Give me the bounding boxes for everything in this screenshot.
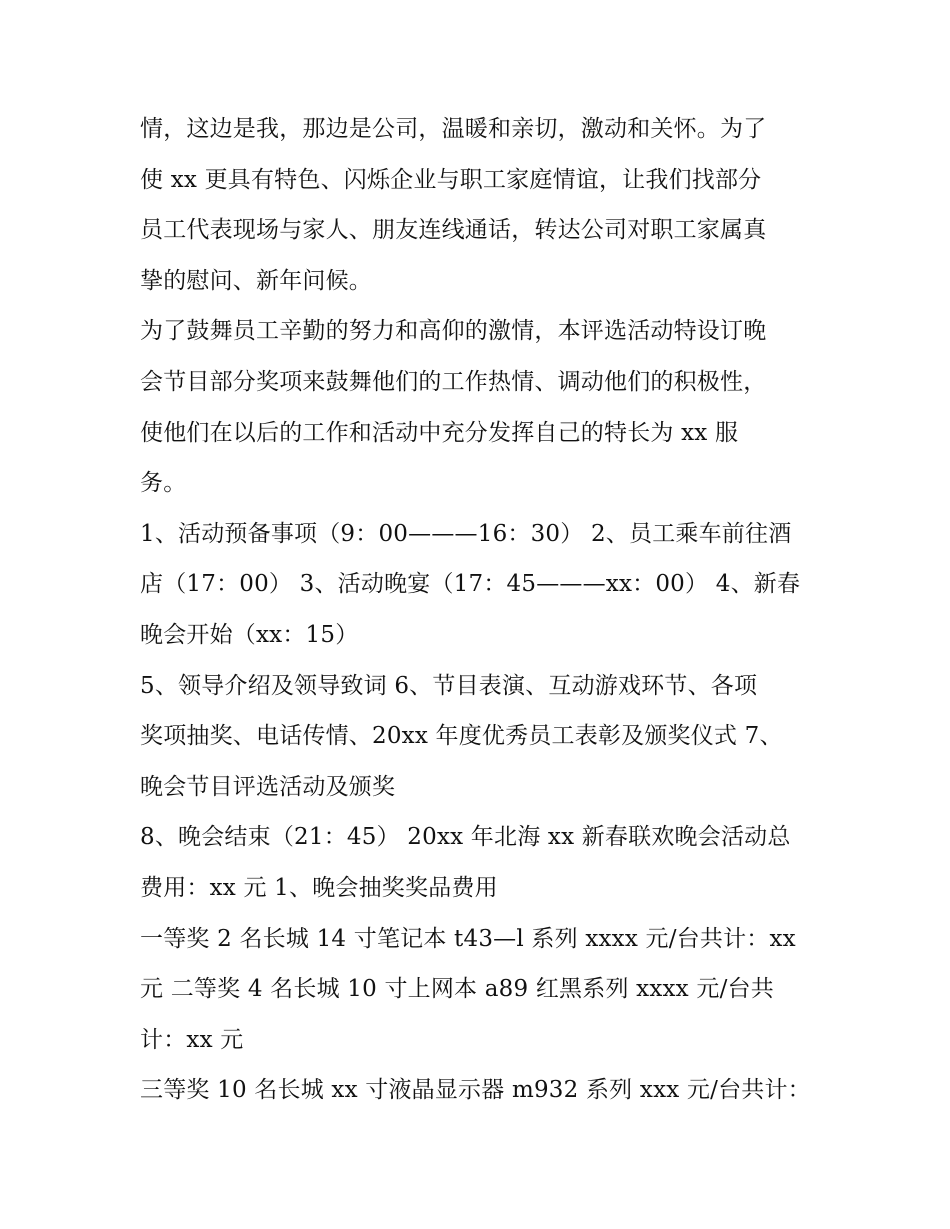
text-line: 一等奖 2 名长城 14 寸笔记本 t43—l 系列 xxxx 元/台共计：xx xyxy=(140,925,796,952)
text-line: 晚会开始（xx：15） xyxy=(140,621,359,648)
text-line: 使他们在以后的工作和活动中充分发挥自己的特长为 xx 服 xyxy=(140,419,739,446)
text-line: 店（17：00） 3、活动晚宴（17：45———xx：00） 4、新春 xyxy=(140,571,801,598)
text-line: 三等奖 10 名长城 xx 寸液晶显示器 m932 系列 xxx 元/台共计： xyxy=(140,1077,811,1104)
text-line: 务。 xyxy=(140,470,187,497)
text-line: 为了鼓舞员工辛勤的努力和高仰的激情，本评选活动特设订晚 xyxy=(140,318,767,345)
text-line: 计：xx 元 xyxy=(140,1026,244,1053)
text-line: 情，这边是我，那边是公司，温暖和亲切，激动和关怀。为了 xyxy=(140,116,767,142)
text-line: 使 xx 更具有特色、闪烁企业与职工家庭情谊，让我们找部分 xyxy=(140,166,762,193)
text-line: 费用：xx 元 1、晚会抽奖奖品费用 xyxy=(140,874,498,901)
text-line: 晚会节目评选活动及颁奖 xyxy=(140,773,396,800)
text-line: 1、活动预备事项（9：00———16：30） 2、员工乘车前往酒 xyxy=(140,520,792,547)
text-line: 会节目部分奖项来鼓舞他们的工作热情、调动他们的积极性， xyxy=(140,368,767,395)
text-line: 8、晚会结束（21：45） 20xx 年北海 xx 新春联欢晚会活动总 xyxy=(140,824,791,851)
document-body xyxy=(140,104,830,1116)
text-line: 员工代表现场与家人、朋友连线通话，转达公司对职工家属真 xyxy=(140,217,767,244)
text-line: 奖项抽奖、电话传情、20xx 年度优秀员工表彰及颁奖仪式 7、 xyxy=(140,723,783,750)
text-line: 5、领导介绍及领导致词 6、节目表演、互动游戏环节、各项 xyxy=(140,672,758,699)
text-line: 元 二等奖 4 名长城 10 寸上网本 a89 红黑系列 xxxx 元/台共 xyxy=(140,976,774,1003)
text-line: 挚的慰问、新年问候。 xyxy=(140,267,372,294)
